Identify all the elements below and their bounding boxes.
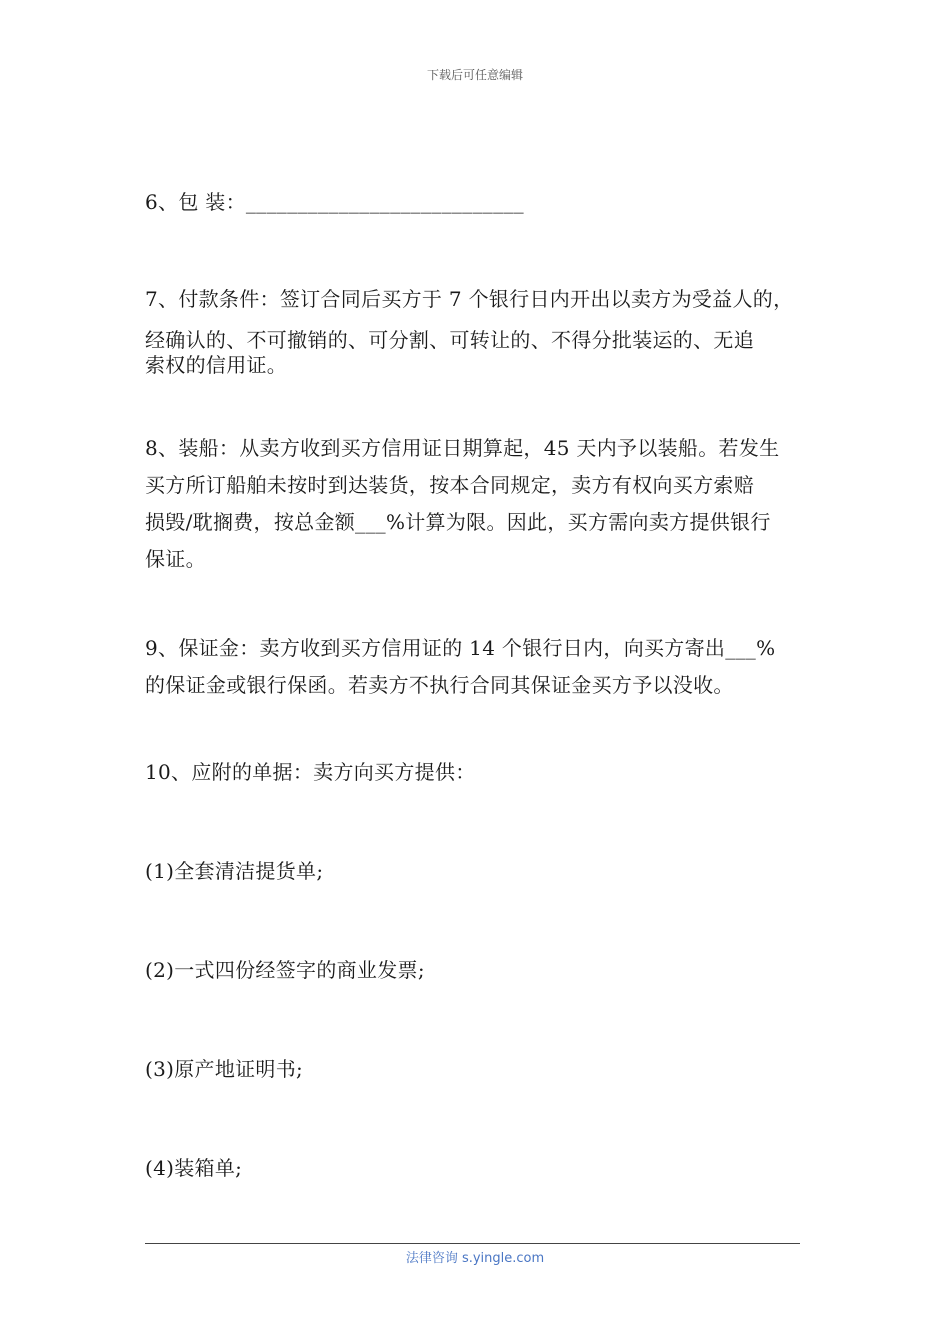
document-item-3 [145,1051,810,1088]
text-line: 买方所订船舶未按时到达装货，按本合同规定，卖方有权向买方索赔 [145,473,754,497]
footer-legal-link[interactable]: 法律咨询 s.yingle.com [405,1251,545,1266]
text-line: 6、包 装：___________________________ [145,190,524,214]
document-item-2 [145,952,810,989]
text-line: (2)一式四份经签字的商业发票; [145,958,425,982]
text-line: (3)原产地证明书; [145,1057,304,1081]
text-line: 7、付款条件：签订合同后买方于 7 个银行日内开出以卖方为受益人的， [145,287,794,311]
clause-6-packing [145,184,810,221]
text-line: 10、应附的单据：卖方向买方提供： [145,760,476,784]
text-line: (4)装箱单; [145,1156,243,1180]
document-item-1 [145,853,810,890]
clause-8-shipment [145,430,810,578]
text-line: 损毁/耽搁费，按总金额___%计算为限。因此，买方需向卖方提供银行 [145,510,771,534]
clause-7-payment-terms [145,281,810,384]
text-line: 8、装船：从卖方收到买方信用证日期算起，45 天内予以装船。若发生 [145,436,780,460]
text-line: 的保证金或银行保函。若卖方不执行合同其保证金买方予以没收。 [145,673,734,697]
text-line: 保证。 [145,547,206,571]
text-line: 9、保证金：卖方收到买方信用证的 14 个银行日内，向买方寄出___% [145,636,776,660]
document-item-4 [145,1150,810,1187]
text-line: 经确认的、不可撤销的、可分割、可转让的、不得分批装运的、无追 [145,328,754,352]
text-line: (1)全套清洁提货单; [145,859,324,883]
clause-9-deposit [145,630,810,704]
text-line: 索权的信用证。 [145,353,288,377]
footer-divider [145,1243,800,1244]
page-header-note: 下载后可任意编辑 [426,68,523,82]
clause-10-documents [145,754,810,791]
